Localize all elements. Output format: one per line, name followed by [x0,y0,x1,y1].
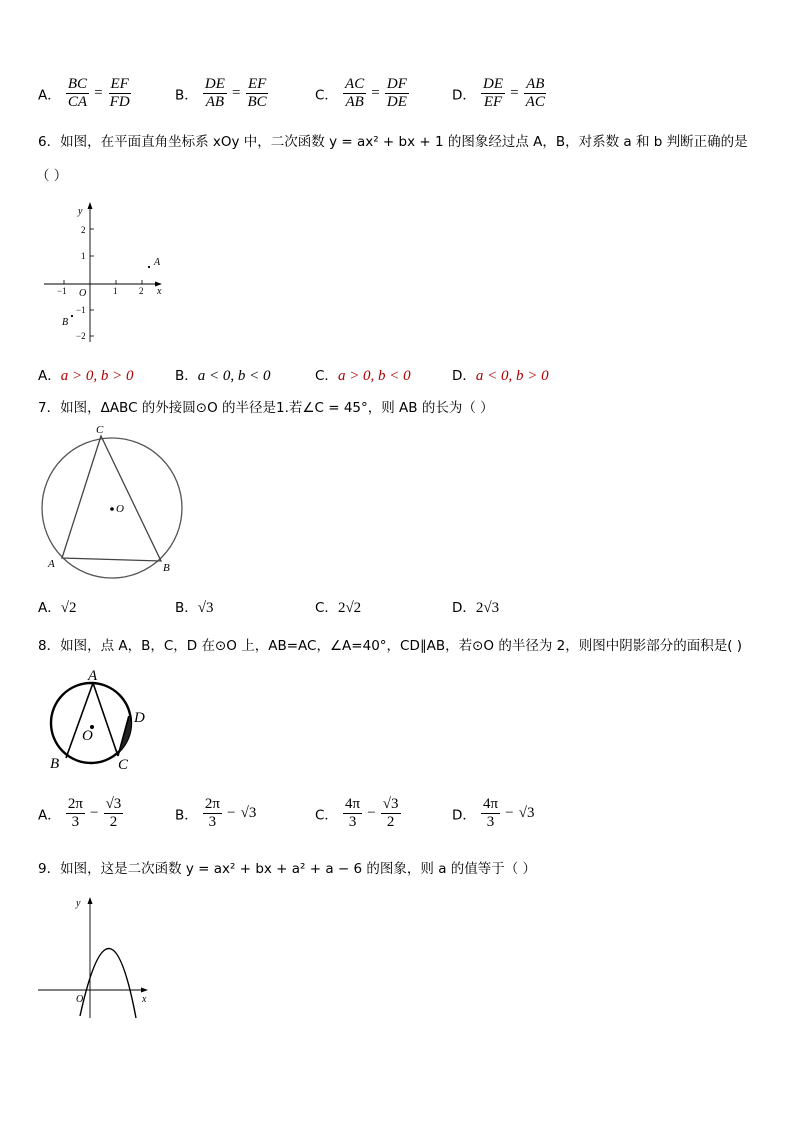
q7-option-d[interactable]: D．2√3 [452,600,500,616]
fraction: $\frac{EF}{BC}$ [247,76,267,110]
point-b-dot [71,315,73,317]
label-b: B [163,562,170,574]
fraction: $\frac{DE}{AB}$ [204,76,225,110]
q7-option-c[interactable]: C．2√2 [315,600,362,616]
x-tick-label: 1 [113,286,118,296]
chord-ab [66,683,93,758]
q6-option-b[interactable]: B．a < 0, b < 0 [175,368,271,384]
q8-option-d[interactable]: D． $\frac{4\pi}{3}$ − √3 [452,796,535,830]
q7-option-a[interactable]: A．√2 [38,600,77,616]
q8-options [38,796,778,840]
q8-option-c[interactable]: C． $\frac{4\pi}{3}$ − $\frac{√3}{2}$ [315,796,399,830]
q6-option-a[interactable]: A．a > 0, b > 0 [38,368,134,384]
y-axis-arrow [88,897,93,904]
label-a: A [48,558,55,570]
q6-stem: 6．如图，在平面直角坐标系 xOy 中，二次函数 y = ax² + bx + 1 的图象经过点 A，B，对系数 a 和 b 判断正确的是 [38,134,748,150]
q9-stem: 9．如图，这是二次函数 y = ax² + bx + a² + a − 6 的图象，则 a 的值等于（ ） [38,861,537,877]
y-tick-label: 1 [81,251,86,261]
fraction: $\frac{2\pi}{3}$ [204,796,220,830]
fraction: $\frac{4\pi}{3}$ [483,796,499,830]
parabola [80,948,136,1018]
fraction: $\frac{√3}{2}$ [105,796,122,830]
center-dot [110,507,114,511]
label-b: B [50,756,60,772]
fraction: $\frac{AC}{AB}$ [345,76,365,110]
q5-options [38,76,778,120]
q6-options [38,364,778,384]
y-axis-label: y [78,206,83,217]
q7-options [38,596,778,618]
y-tick-label: −2 [76,331,86,341]
q5-option-c[interactable]: C． $\frac{AC}{AB}$ = $\frac{DF}{DE}$ [315,76,407,110]
q6-graph [40,198,170,348]
q8-option-a[interactable]: A． $\frac{2\pi}{3}$ − $\frac{√3}{2}$ [38,796,122,830]
option-label: A． [38,87,61,104]
option-label: C． [315,87,338,104]
fraction: $\frac{AB}{AC}$ [525,76,545,110]
fraction: $\frac{DF}{DE}$ [386,76,407,110]
origin-label: O [79,288,87,299]
label-c: C [96,424,104,436]
x-tick-label: −1 [57,286,67,296]
option-label: D． [452,87,476,104]
fraction: $\frac{√3}{2}$ [382,796,399,830]
fraction: $\frac{DE}{EF}$ [483,76,503,110]
q7-stem: 7．如图，ΔABC 的外接圆⊙O 的半径是1.若∠C = 45°，则 AB 的长为（ ） [38,400,494,416]
point-a-label: A [154,257,161,268]
x-tick-label: 2 [139,286,144,296]
fraction: $\frac{BC}{CA}$ [67,76,88,110]
y-tick-label: 2 [81,225,86,235]
fraction: $\frac{2\pi}{3}$ [67,796,83,830]
q8-option-b[interactable]: B． $\frac{2\pi}{3}$ − √3 [175,796,257,830]
q6-option-c[interactable]: C．a > 0, b < 0 [315,368,411,384]
q5-option-a[interactable]: A． $\frac{BC}{CA}$ = $\frac{EF}{FD}$ [38,76,130,110]
x-axis-label: x [142,994,147,1005]
x-axis-label: x [157,286,162,297]
label-o: O [116,503,124,515]
q6-answer-paren: （ ） [36,168,68,184]
q9-graph [36,890,160,1024]
q8-figure [44,664,156,776]
triangle-abc [62,436,161,561]
y-axis-arrow [88,202,93,209]
label-c: C [118,757,129,773]
q8-stem: 8．如图，点 A，B，C，D 在⊙O 上，AB=AC，∠A=40°，CD∥AB，若⊙O 的半径为 2，则图中阴影部分的面积是( ) [38,638,743,654]
label-o: O [82,728,93,744]
q7-option-b[interactable]: B．√3 [175,600,214,616]
q7-figure [36,420,196,582]
q5-option-b[interactable]: B． $\frac{DE}{AB}$ = $\frac{EF}{BC}$ [175,76,267,110]
point-b-label: B [62,317,69,328]
chord-ac [93,683,118,756]
label-a: A [88,668,98,684]
fraction: $\frac{4\pi}{3}$ [345,796,361,830]
q6-option-d[interactable]: D．a < 0, b > 0 [452,368,549,384]
y-tick-label: −1 [76,305,86,315]
origin-label: O [76,994,84,1005]
option-label: B． [175,87,198,104]
point-a-dot [148,266,150,268]
y-axis-label: y [76,898,81,909]
x-axis-arrow [141,988,148,993]
fraction: $\frac{EF}{FD}$ [109,76,130,110]
label-d: D [134,710,145,726]
q5-option-d[interactable]: D． $\frac{DE}{EF}$ = $\frac{AB}{AC}$ [452,76,545,110]
